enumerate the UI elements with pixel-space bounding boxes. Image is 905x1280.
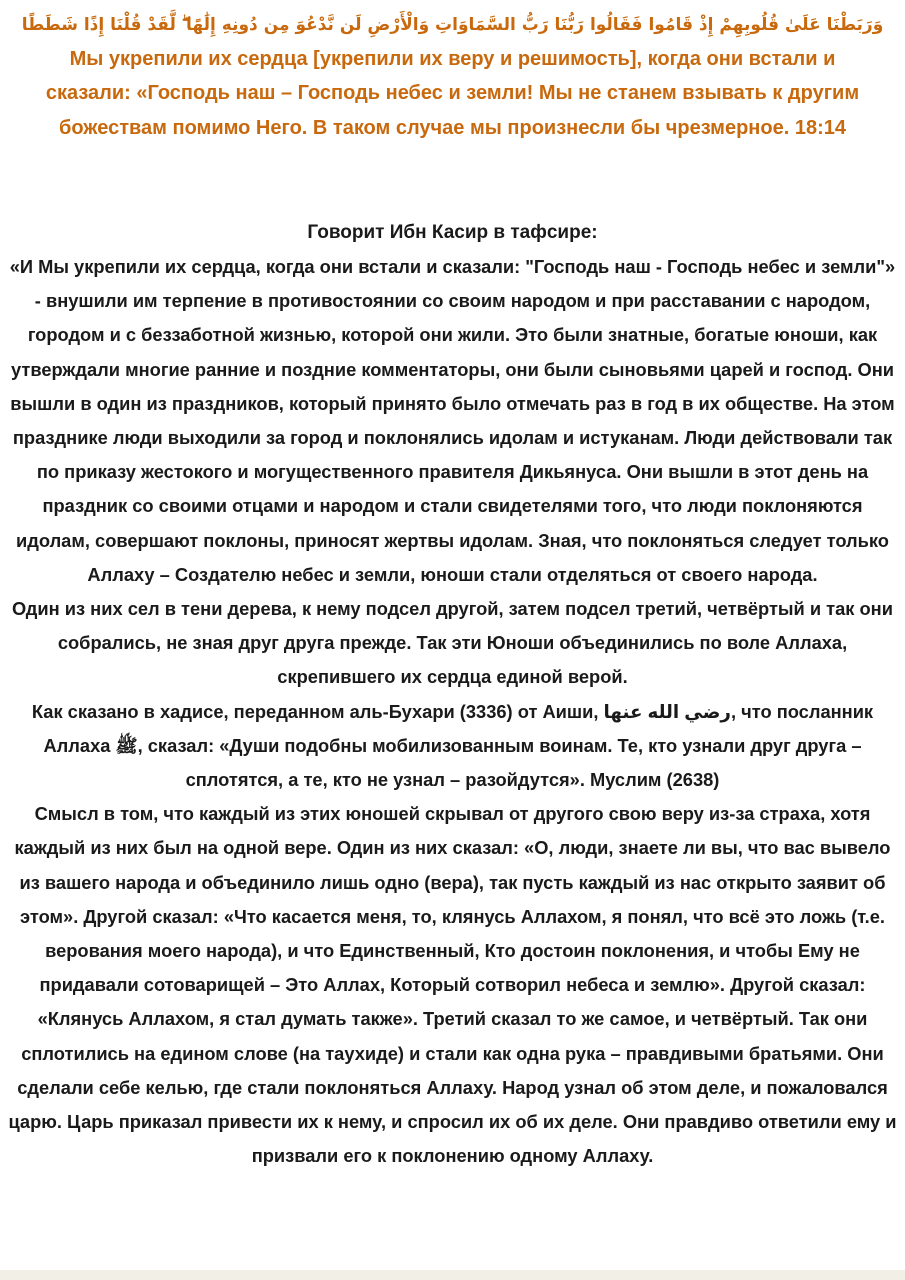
verse-translation: Мы укрепили их сердца [укрепили их веру и решимость], когда они встали и сказали: «Господь наш – Господь небес и земли! Мы не станем взывать к другим божествам помимо Него. В таком случае мы произнесли бы чрезмерное. 18:14: [45, 48, 860, 139]
commentary-paragraph: Как сказано в хадисе, переданном аль-Бухари (3336) от Аиши, رضي الله عنها, что посланник Аллаха ﷺ, сказал: «Души подобны мобилизованным воинам. Те, кто узнали друг друга – сплотятся, а те, кто не узнал – разойдутся». Муслим (2638): [31, 700, 874, 791]
tafsir-commentary: [8, 216, 897, 1173]
commentary-heading: Говорит Ибн Касир в тафсире:: [307, 222, 598, 243]
quran-verse-block: [10, 8, 895, 145]
bottom-edge-strip: [0, 1270, 905, 1280]
commentary-paragraph: Один из них сел в тени дерева, к нему подсел другой, затем подсел третий, четвёртый и так они собрались, не зная друг друга прежде. Так эти Юноши объединились по воле Аллаха, скрепившего их сердца единой верой.: [12, 598, 893, 688]
verse-arabic-text: وَرَبَطْنَا عَلَىٰ قُلُوبِهِمْ إِذْ قَامُوا فَقَالُوا رَبُّنَا رَبُّ السَّمَاوَاتِ وَالْأَرْضِ لَن نَّدْعُوَ مِن دُونِهِ إِلَٰهًا ۖ لَّقَدْ قُلْنَا إِذًا شَطَطًا: [21, 15, 884, 35]
commentary-paragraph: Смысл в том, что каждый из этих юношей скрывал от другого свою веру из-за страха, хотя каждый из них был на одной вере. Один из них сказал: «О, люди, знаете ли вы, что вас вывело из вашего народа и объединило лишь одно (вера), так пусть каждый из нас открыто заявит об этом». Другой сказал: «Что касается меня, то, клянусь Аллахом, я понял, что всё это ложь (т.е. верования моего народа), и что Единственный, Кто достоин поклонения, и чтобы Ему не придавали сотоварищей – Это Аллах, Который сотворил небеса и землю». Другой сказал: «Клянусь Аллахом, я стал думать также». Третий сказал то же самое, и четвёртый. Так они сплотились на едином слове (на таухиде) и стали как одна рука – правдивыми братьями. Они сделали себе келью, где стали поклоняться Аллаху. Народ узнал об этом деле, и пожаловался царю. Царь приказал привести их к нему, и спросил их об их деле. Они правдиво ответили ему и призвали его к поклонению одному Аллаху.: [8, 803, 897, 1167]
commentary-paragraph: «И Мы укрепили их сердца, когда они встали и сказали: "Господь наш - Господь небес и земли"» - внушили им терпение в противостоянии со своим народом и при расставании с народом, городом и с беззаботной жизнью, которой они жили. Это были знатные, богатые юноши, как утверждали многие ранние и поздние комментаторы, они были сыновьями царей и господ. Они вышли в один из праздников, который принято было отмечать раз в год в их обществе. На этом празднике люди выходили за город и поклонялись идолам и истуканам. Люди действовали так по приказу жестокого и могущественного правителя Дикьянуса. Они вышли в этот день на праздник со своими отцами и народом и стали свидетелями того, что люди поклоняются идолам, совершают поклоны, приносят жертвы идолам. Зная, что поклоняться следует только Аллаху – Создателю небес и земли, юноши стали отделяться от своего народа.: [9, 256, 896, 585]
